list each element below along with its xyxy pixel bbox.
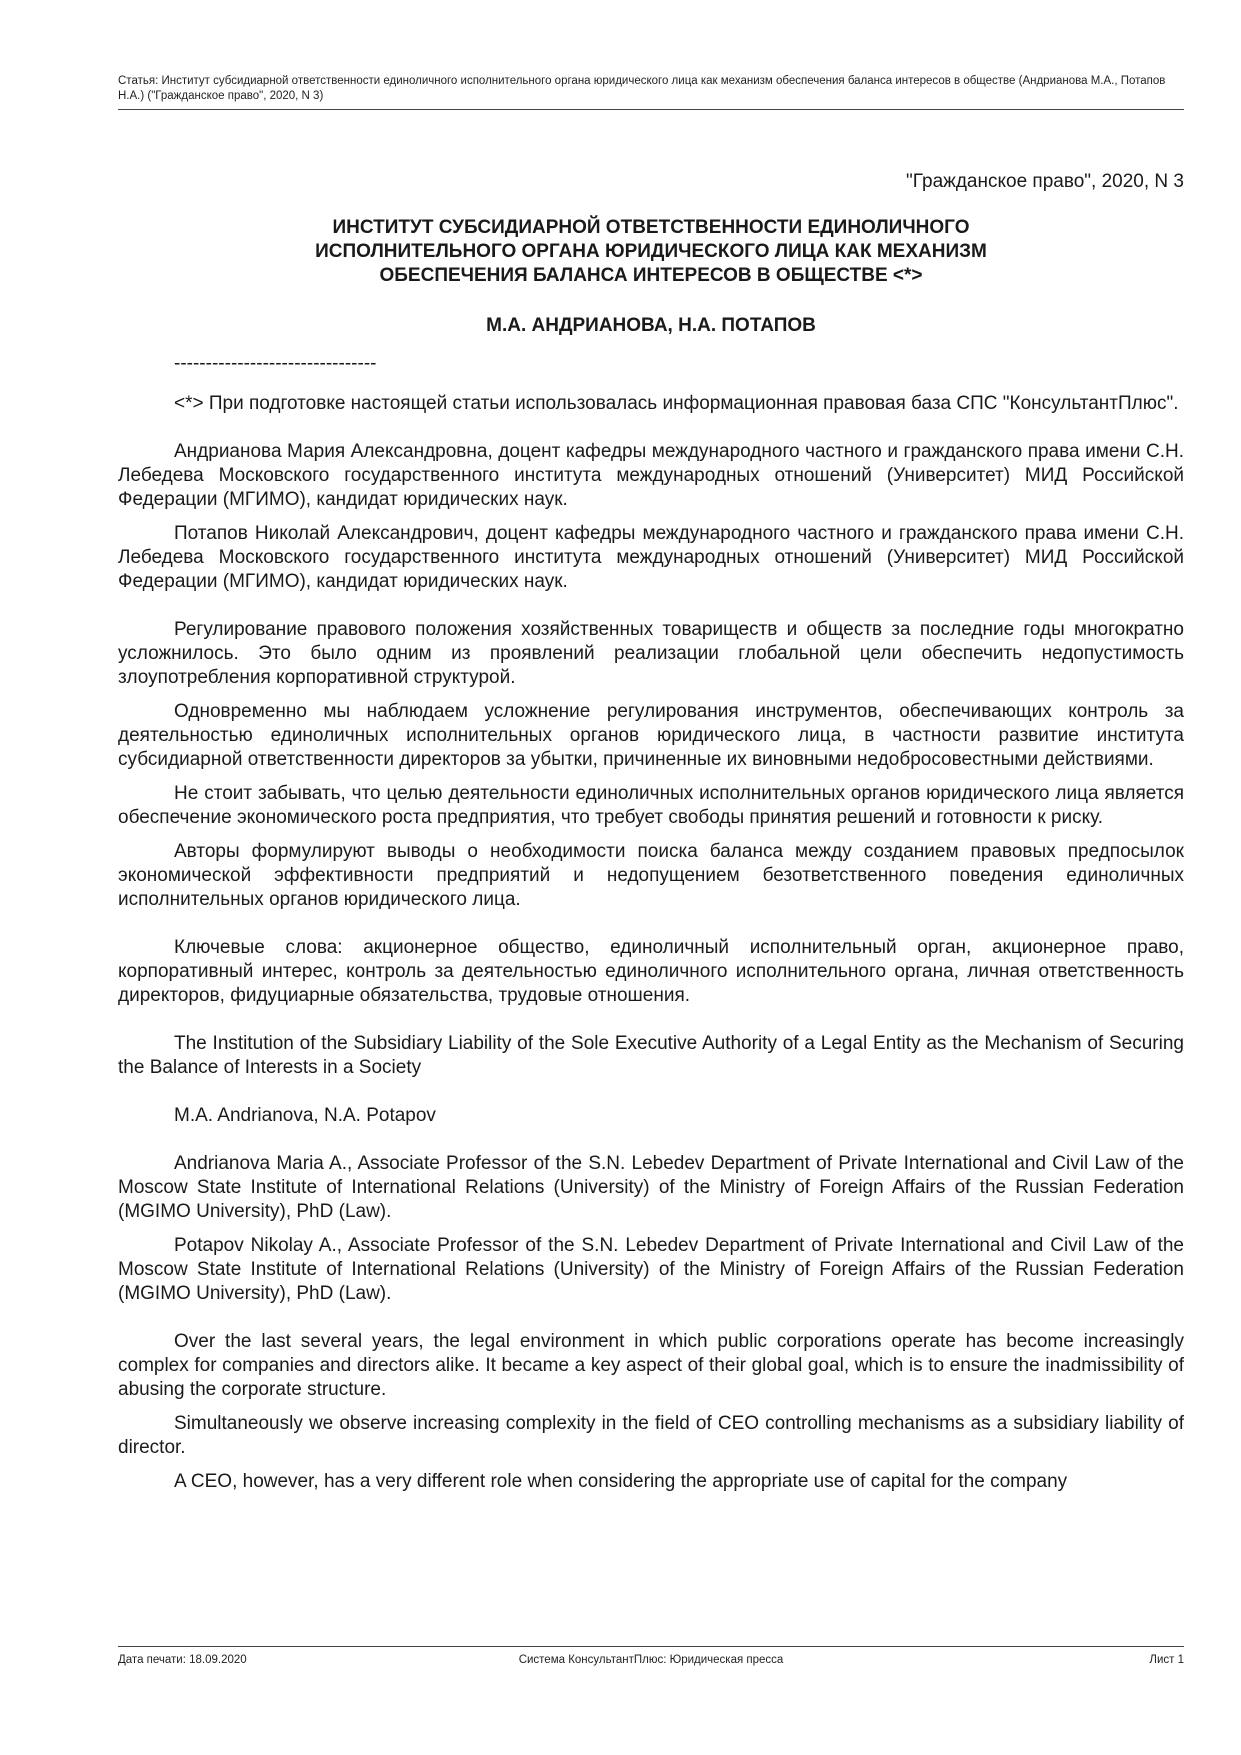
- author-info-en: Potapov Nikolay A., Associate Professor of the S.N. Lebedev Department of Private International and Civil Law of the Moscow State Institute of International Relations (University) of the Ministry of Foreign Affairs of the Russian Federation (MGIMO University), PhD (Law).: [118, 1235, 1184, 1304]
- author-info-en: Andrianova Maria A., Associate Professor of the S.N. Lebedev Department of Private International and Civil Law of the Moscow State Institute of International Relations (University) of the Ministry of Foreign Affairs of the Russian Federation (MGIMO University), PhD (Law).: [118, 1153, 1184, 1222]
- abstract-en-paragraph: Simultaneously we observe increasing complexity in the field of CEO controlling mechanisms as a subsidiary liability of director.: [118, 1413, 1184, 1458]
- footnote: <*> При подготовке настоящей статьи использовалась информационная правовая база СПС "КонсультантПлюс".: [174, 393, 1179, 414]
- keywords-ru: Ключевые слова: акционерное общество, единоличный исполнительный орган, акционерное право, корпоративный интерес, контроль за деятельностью единоличного исполнительного органа, личная ответственность директоров, фидуциарные обязательства, трудовые отношения.: [118, 937, 1184, 1006]
- spacer: [118, 1090, 1184, 1104]
- spacer: [118, 604, 1184, 618]
- title-line: ИСПОЛНИТЕЛЬНОГО ОРГАНА ЮРИДИЧЕСКОГО ЛИЦА КАК МЕХАНИЗМ: [315, 241, 987, 262]
- sheet-number: Лист 1: [1149, 1654, 1184, 1666]
- abstract-ru-paragraph: Одновременно мы наблюдаем усложнение регулирования инструментов, обеспечивающих контроль за деятельностью единоличных исполнительных органов юридического лица, в частности развитие института субсидиарной ответственности директоров за убытки, причиненные их виновными недобросовестными действиями.: [118, 701, 1184, 770]
- footnote-separator: --------------------------------: [174, 353, 377, 374]
- system-name: Система КонсультантПлюс: Юридическая пресса: [518, 1654, 784, 1666]
- abstract-ru-paragraph: Авторы формулируют выводы о необходимости поиска баланса между созданием правовых предпосылок экономической эффективности предприятий и недопущением безответственного поведения единоличных исполнительных органов юридического лица.: [118, 841, 1184, 910]
- spacer: [118, 1138, 1184, 1152]
- article-title: [118, 216, 1184, 288]
- authors-en: M.A. Andrianova, N.A. Potapov: [174, 1105, 436, 1126]
- author-info-ru: Потапов Николай Александрович, доцент кафедры международного частного и гражданского права имени С.Н. Лебедева Московского государственного института международных отношений (Университет) МИД Российской Федерации (МГИМО), кандидат юридических наук.: [118, 523, 1184, 592]
- title-line: ИНСТИТУТ СУБСИДИАРНОЙ ОТВЕТСТВЕННОСТИ ЕДИНОЛИЧНОГО: [332, 217, 970, 238]
- header-divider: [118, 109, 1184, 110]
- running-header: Статья: Институт субсидиарной ответственности единоличного исполнительного органа юридического лица как механизм обеспечения баланса интересов в обществе (Андрианова М.А., Потапов Н.А.) ("Гражданское право", 2020, N 3): [118, 75, 1166, 102]
- spacer: [118, 1316, 1184, 1330]
- abstract-en-paragraph: A CEO, however, has a very different role when considering the appropriate use of capital for the company: [174, 1471, 1068, 1492]
- abstract-ru-paragraph: Регулирование правового положения хозяйственных товариществ и обществ за последние годы многократно усложнилось. Это было одним из проявлений реализации глобальной цели обеспечить недопустимость злоупотребления корпоративной структурой.: [118, 619, 1184, 688]
- title-en: The Institution of the Subsidiary Liability of the Sole Executive Authority of a Legal Entity as the Mechanism of Securing the Balance of Interests in a Society: [118, 1033, 1184, 1078]
- title-line: ОБЕСПЕЧЕНИЯ БАЛАНСА ИНТЕРЕСОВ В ОБЩЕСТВЕ <*>: [379, 265, 923, 286]
- spacer: [118, 1018, 1184, 1032]
- running-footer: [118, 1654, 1184, 1670]
- article-authors: М.А. АНДРИАНОВА, Н.А. ПОТАПОВ: [486, 315, 816, 336]
- article-body: [118, 170, 1184, 1504]
- spacer: [118, 922, 1184, 936]
- journal-reference: "Гражданское право", 2020, N 3: [906, 171, 1184, 192]
- spacer: [118, 426, 1184, 440]
- print-date: Дата печати: 18.09.2020: [118, 1654, 247, 1666]
- abstract-ru-paragraph: Не стоит забывать, что целью деятельности единоличных исполнительных органов юридического лица является обеспечение экономического роста предприятия, что требует свободы принятия решений и готовности к риску.: [118, 783, 1184, 828]
- abstract-en-paragraph: Over the last several years, the legal environment in which public corporations operate has become increasingly complex for companies and directors alike. It became a key aspect of their global goal, which is to ensure the inadmissibility of abusing the corporate structure.: [118, 1331, 1184, 1400]
- author-info-ru: Андрианова Мария Александровна, доцент кафедры международного частного и гражданского права имени С.Н. Лебедева Московского государственного института международных отношений (Университет) МИД Российской Федерации (МГИМО), кандидат юридических наук.: [118, 441, 1184, 510]
- footer-divider: [118, 1646, 1184, 1647]
